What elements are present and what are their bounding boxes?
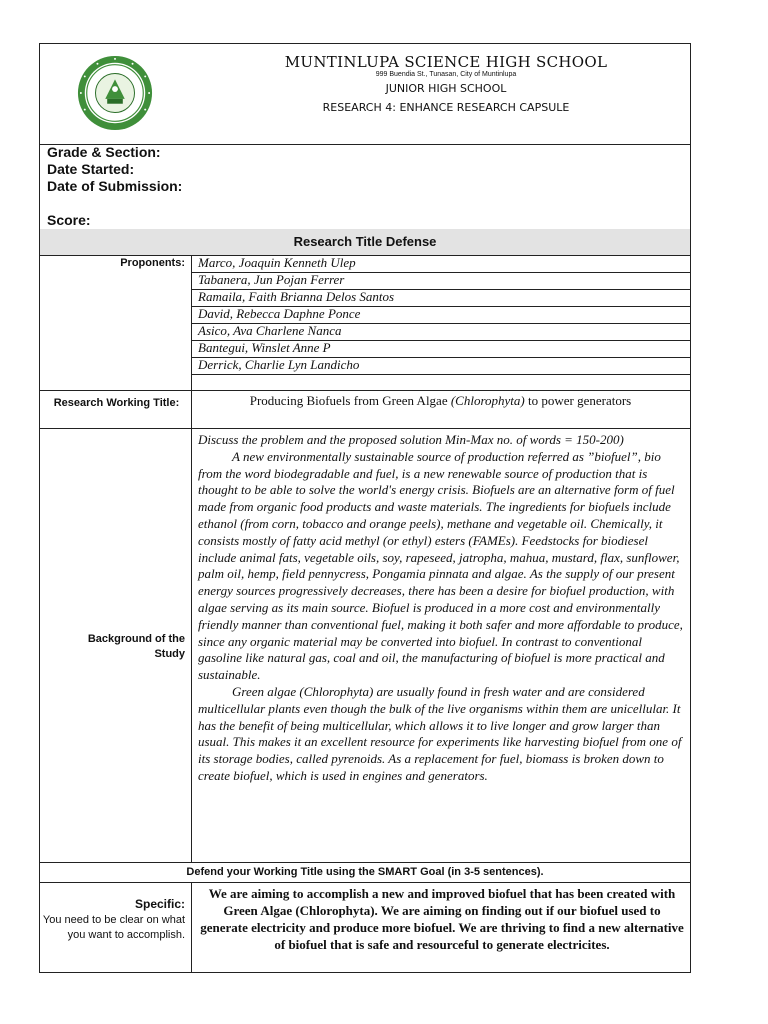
row-divider (40, 428, 690, 429)
background-label: Background of the Study (87, 633, 185, 660)
row-divider (40, 882, 690, 883)
background-instruction: Discuss the problem and the proposed solution Min-Max no. of words = 150-200) (198, 432, 624, 447)
working-title-text-end: to power generators (524, 393, 632, 408)
proponent-name: Ramaila, Faith Brianna Delos Santos (198, 289, 395, 304)
school-seal-logo (76, 54, 154, 132)
working-title-value (191, 393, 690, 409)
working-title-scientific-name: (Chlorophyta) (450, 393, 525, 408)
specific-column-divider (191, 882, 192, 972)
table-column-divider (191, 255, 192, 862)
section-heading: Research Title Defense (40, 229, 690, 256)
date-submission-label: Date of Submission: (47, 178, 183, 194)
proponents-label: Proponents: (120, 257, 185, 269)
smart-goal-heading: Defend your Working Title using the SMART Goal (in 3-5 sentences). (186, 866, 544, 878)
school-address: 999 Buendia St., Tunasan, City of Muntinlupa (375, 71, 517, 78)
school-name: MUNTINLUPA SCIENCE HIGH SCHOOL (284, 53, 608, 71)
school-level: JUNIOR HIGH SCHOOL (385, 82, 507, 95)
specific-hint: You need to be clear on what you want to accomplish. (42, 914, 185, 941)
document-header (40, 44, 690, 145)
document-page (39, 43, 691, 973)
proponent-name: Marco, Joaquin Kenneth Ulep (198, 255, 356, 270)
proponent-name: Derrick, Charlie Lyn Landicho (198, 357, 360, 372)
working-title-text: Producing Biofuels from Green Algae (249, 393, 451, 408)
proponent-name: Tabanera, Jun Pojan Ferrer (198, 272, 345, 287)
specific-label: Specific: (134, 897, 185, 911)
proponent-name: Bantegui, Winslet Anne P (198, 340, 331, 355)
row-divider (191, 374, 690, 375)
row-divider (40, 390, 690, 391)
date-started-label: Date Started: (47, 161, 135, 177)
background-paragraph-1: A new environmentally sustainable source of production referred as ”biofuel”, bio from the word biodegradable and fuel, is a new renewable source of production that is thought to be able to solve the world's energy crisis. Biofuels are an alternative form of fuel made from organic food products and waste materials. The ingredients for biofuels include ethanol (from corn, tobacco and orange peels), methane and vegetable oil. Chemically, it consists mostly of fatty acid methyl (or ethyl) esters (FAMEs). Feedstocks for biodiesel include animal fats, vegetable oils, soy, rapeseed, jatropha, mahua, mustard, flax, sunflower, palm oil, hemp, field pennycress, Pongamia pinnata and algae. As the supply of our present energy sources progressively decreases, there has been a desire for biofuel production, with algae serving as its main source. Biofuel is produced in a more cost and environmentally friendly manner than conventional fuel, making it both safer and more affordable to produce, since any organic material may be converted into biofuel. In contrast to conventional gasoline like natural gas, coal and oil, the manufacturing of biofuel is more practical and sustainable. (198, 448, 683, 683)
working-title-label: Research Working Title: (53, 397, 180, 409)
subject-title: RESEARCH 4: ENHANCE RESEARCH CAPSULE (322, 101, 570, 114)
proponent-name: David, Rebecca Daphne Ponce (198, 306, 361, 321)
background-paragraph-2: Green algae (Chlorophyta) are usually found in fresh water and are considered multicellular plants even though the bulk of the live organisms within them are unicellular. It has the benefit of being multicellular, which allows it to live longer and grow larger than usual. This makes it an excellent resource for experiments like harvesting biofuel from one of its storage bodies, called pyrenoids. As a replacement for fuel, biomass is broken down to create biofuel, which is used in engines and generators. (198, 683, 682, 783)
specific-answer: We are aiming to accomplish a new and improved biofuel that has been created with Green Algae (Chlorophyta). We are aiming on finding out if our biofuel used to generate electricity and produce more biofuel. We are thriving to find a new alternative of biofuel that is safe and resourceful to generate electricites. (200, 886, 684, 952)
specific-label-block (40, 897, 185, 943)
grade-section-label: Grade & Section: (47, 144, 161, 160)
background-text (198, 432, 688, 785)
student-info-block (40, 144, 690, 230)
score-label: Score: (47, 212, 91, 228)
proponent-name: Asico, Ava Charlene Nanca (198, 323, 342, 338)
